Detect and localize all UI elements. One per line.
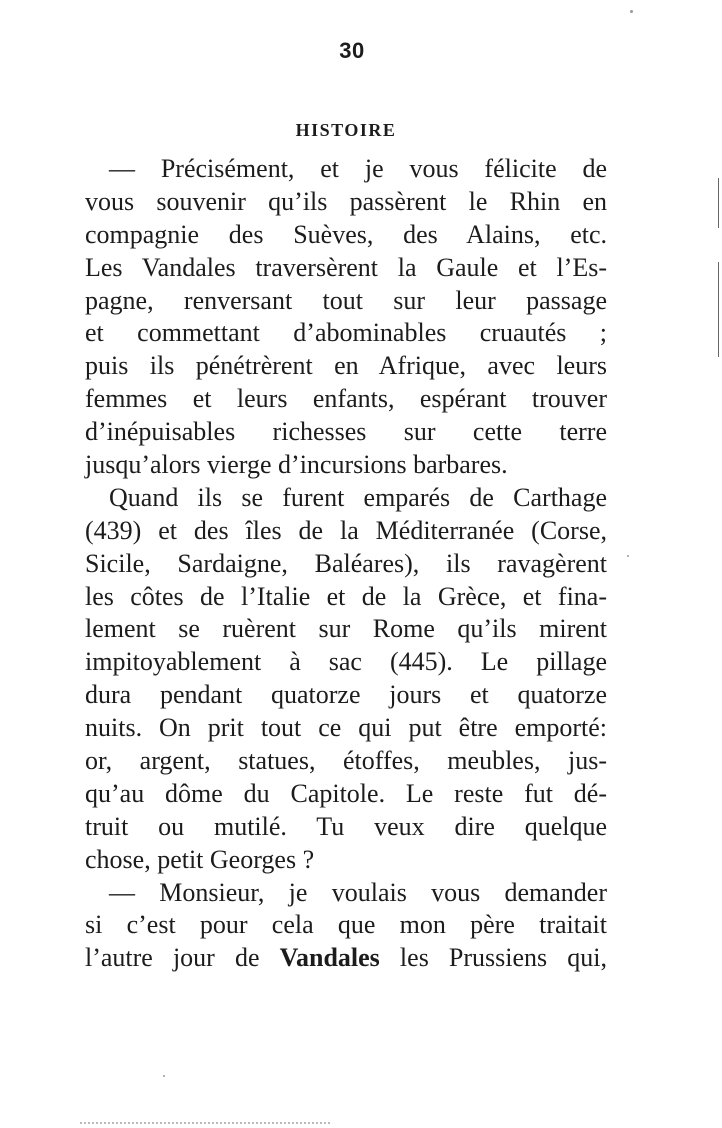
text-run: l’autre jour de [85, 943, 280, 973]
text-run: les Prussiens qui, [379, 943, 607, 973]
text-line: or, argent, statues, étoffes, meubles, jus- [85, 746, 607, 776]
text-line: et commettant d’abominables cruautés ; [85, 318, 607, 348]
text-line: qu’au dôme du Capitole. Le reste fut dé- [85, 778, 607, 808]
text-line: — Monsieur, je voulais vous demander [109, 877, 607, 907]
scan-speck [627, 555, 629, 557]
text-line: les côtes de l’Italie et de la Grèce, et fina- [85, 581, 607, 611]
running-head: HISTOIRE [295, 120, 397, 140]
text-line: dura pendant quatorze jours et quatorze [85, 680, 607, 710]
text-line: d’inépuisables richesses sur cette terre [85, 417, 607, 447]
text-line: vous souvenir qu’ils passèrent le Rhin en [85, 186, 607, 216]
text-line: pagne, renversant tout sur leur passage [85, 285, 607, 315]
text-line: (439) et des îles de la Méditerranée (Corse, [85, 515, 607, 545]
scan-margin-mark [718, 262, 719, 357]
text-line: compagnie des Suèves, des Alains, etc. [85, 219, 607, 249]
page-number: 30 [339, 38, 365, 63]
scan-noise [80, 1122, 330, 1126]
text-line: jusqu’alors vierge d’incursions barbares. [85, 450, 508, 480]
text-line: — Précisément, et je vous félicite de [109, 154, 607, 183]
text-line: chose, petit Georges ? [85, 844, 315, 874]
bold-term: Vandales [279, 943, 380, 973]
text-line: Les Vandales traversèrent la Gaule et l’Es- [85, 252, 607, 282]
text-line: nuits. On prit tout ce qui put être emporté: [85, 713, 607, 743]
scan-speck [630, 10, 633, 13]
scan-speck [163, 1075, 165, 1077]
scan-margin-mark [718, 178, 719, 228]
text-line: impitoyablement à sac (445). Le pillage [85, 647, 607, 677]
text-line: femmes et leurs enfants, espérant trouver [85, 384, 607, 414]
text-line: Sicile, Sardaigne, Baléares), ils ravagèrent [85, 548, 607, 578]
text-line: Quand ils se furent emparés de Carthage [109, 482, 607, 512]
text-line: puis ils pénétrèrent en Afrique, avec leurs [85, 351, 607, 381]
text-line [85, 942, 607, 975]
text-line: lement se ruèrent sur Rome qu’ils mirent [85, 614, 607, 644]
body-text [85, 153, 607, 975]
text-line: si c’est pour cela que mon père traitait [85, 910, 607, 940]
text-line: truit ou mutilé. Tu veux dire quelque [85, 811, 607, 841]
